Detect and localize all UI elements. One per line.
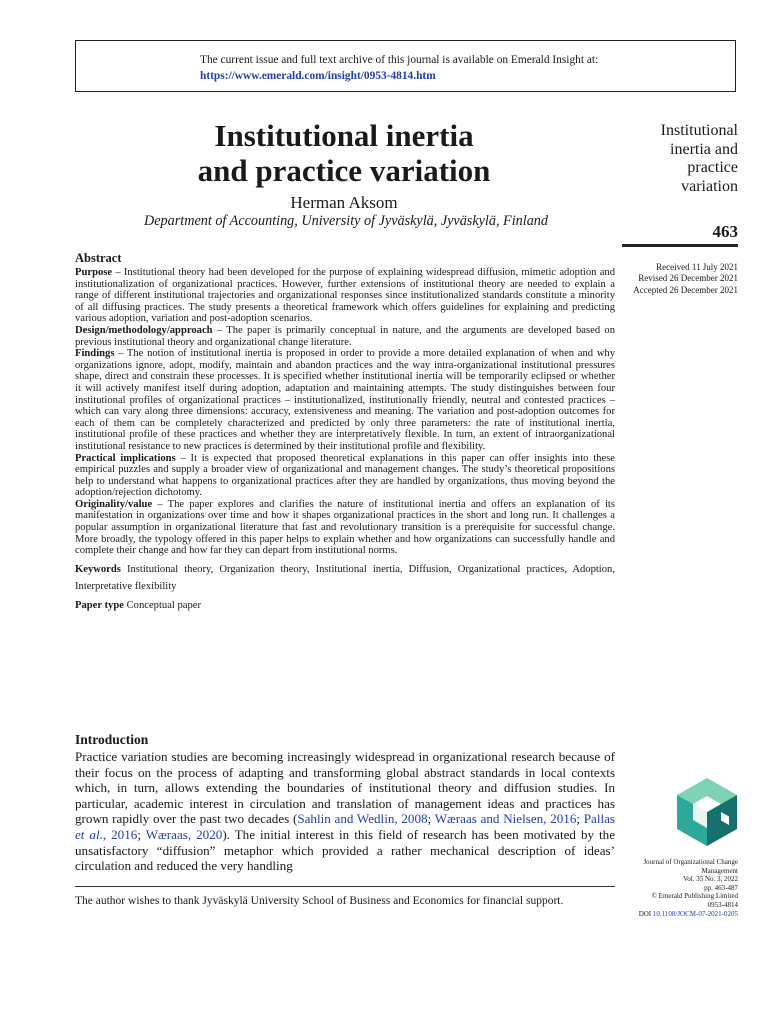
abstract-purpose <box>75 267 615 325</box>
citation-link[interactable]: Sahlin and Wedlin, 2008 <box>297 811 428 827</box>
citation-link[interactable]: Wæraas, 2020 <box>145 826 223 842</box>
keywords-text: Institutional theory, Organization theory, Institutional inertia, Diffusion, Organizational practices, Adoption, Interpretative flexibility <box>75 563 615 592</box>
section-text: – The paper is primarily conceptual in nature, and the arguments are developed based on previous institutional theory and organizational change literature. <box>75 324 615 348</box>
section-text: – Institutional theory had been developed for the purpose of explaining widespread diffusion, mimetic adoption and institutionalization of organizational practices. However, further extensions of institutional theory are needed to explain a range of different institutional trajectories and organizational responses since institutionalized standards constitute a minority of all diffusing practices. The study presents a theoretical framework which offers guidelines for explaining and predicting various adoption, variation and post-adoption scenarios. <box>75 267 615 325</box>
journal-pages: pp. 463-487 <box>704 883 738 892</box>
accepted-date: Accepted 26 December 2021 <box>633 284 738 295</box>
section-text: – The notion of institutional inertia is proposed in order to provide a more detailed explanation of when and why organizations ignore, adopt, modify, maintain and abandon practices and the way intra-organizational institutional pressures shape, direct and constrain these processes. It is specified whether institutional inertia will be temporarily eclipsed or whether it will actively manifest itself during adoption, adaptation and maintaining attempts. The study distinguishes between four institutional profiles of organizational practices – institutionalized, institutionally friendly, neutral and contested practices – which can vary along three dimensions: accuracy, extensiveness and meaning. The variation and post-adoption outcomes for each of them can be completely characterized and predicted by only three parameters: the rate of institutional inertia, institutional profile of these practices and whether they are interpretatively flexible. In turn, an extent of intraorganizational institutional resistance to new practices is determined by their institutional profile and flexibility. <box>75 348 615 452</box>
citation-etal: et al. <box>75 826 103 842</box>
journal-url-link[interactable]: https://www.emerald.com/insight/0953-4814.htm <box>200 70 436 82</box>
abstract-practical <box>75 453 615 499</box>
paper-type <box>75 597 615 614</box>
article-title <box>160 118 528 188</box>
section-text: – The paper explores and clarifies the nature of institutional inertia and offers an explanation of its manifestation in organizations over time and how it shapes organizational practices in the short and long run. It challenges a popular assumption in organizational literature that fast and revolutionary transition is a prerequisite for successful change. More broadly, the typology offered in this paper helps to explain whether and how organizations can successfully handle and complete their change and how far they can depart from institutional norms. <box>75 498 615 557</box>
journal-volume: Vol. 35 No. 3, 2022 <box>683 875 738 884</box>
running-head-line: practice <box>687 159 738 176</box>
citation-separator: ; <box>576 811 584 827</box>
side-rule-divider <box>622 244 738 247</box>
doi-link[interactable]: 10.1108/JOCM-07-2021-0205 <box>652 909 738 918</box>
abstract-originality <box>75 499 615 557</box>
title-line-2: and practice variation <box>197 153 491 188</box>
abstract-heading: Abstract <box>75 251 122 265</box>
access-notice-box <box>75 40 736 92</box>
intro-text: Practice variation studies are becoming increasingly widespread in organizational research because of their focus on the process of adapting and transforming global abstract standards in local contexts which, in turn, allows extending the boundaries of institutional theory and diffusion studies. In particular, academic interest in circulation and translation of management ideas and practices has grown rapidly over the past two decades ( <box>75 749 615 827</box>
revised-date: Revised 26 December 2021 <box>638 273 738 284</box>
journal-publisher: © Emerald Publishing Limited <box>651 892 738 901</box>
abstract-design <box>75 325 615 348</box>
introduction-heading: Introduction <box>75 732 149 747</box>
footnote-divider <box>75 886 615 887</box>
abstract-findings <box>75 348 615 452</box>
doi-label: DOI <box>638 909 652 918</box>
keywords-label: Keywords <box>75 563 121 575</box>
introduction-section <box>75 732 615 874</box>
running-head-line: variation <box>681 177 738 195</box>
title-line-1: Institutional inertia <box>214 118 474 153</box>
emerald-logo-icon <box>675 776 739 848</box>
received-date: Received 11 July 2021 <box>656 262 738 272</box>
keywords <box>75 561 615 595</box>
journal-doi <box>608 910 738 919</box>
running-head-line: inertia and <box>670 140 738 158</box>
section-label: Practical implications <box>75 452 176 464</box>
journal-name: Journal of Organizational Change Management <box>643 858 738 875</box>
article-dates <box>633 262 738 296</box>
access-notice-text: The current issue and full text archive of this journal is available on Emerald Insight at: <box>200 54 599 66</box>
citation-separator: ; <box>137 826 146 842</box>
section-text: – It is expected that proposed theoretical explanations in this paper can offer insights into these empirical puzzles and supply a broader view of organizational and management changes. The study’s theoretical propositions help to understand what happens to organizational practices after they are handled by organizations, thus moving beyond the adoption/rejection dichotomy. <box>75 452 616 499</box>
citation-link[interactable]: Wæraas and Nielsen, 2016 <box>434 811 577 827</box>
abstract <box>75 251 615 614</box>
journal-issn: 0953-4814 <box>707 900 738 909</box>
section-label: Findings <box>75 348 115 360</box>
paper-type-label: Paper type <box>75 599 124 611</box>
intro-text: ). The initial interest in this field of research has been motivated by the unsatisfactory “diffusion” metaphor which provided a rather mechanical description of ideas’ circulation and reduced the very handling <box>75 826 616 874</box>
section-label: Purpose <box>75 267 113 278</box>
page-number: 463 <box>712 222 738 241</box>
journal-info <box>608 858 738 918</box>
section-label: Originality/value <box>75 498 153 510</box>
running-head-line: Institutional <box>660 122 738 139</box>
author-name: Herman Aksom <box>290 193 398 212</box>
introduction-paragraph <box>75 749 615 874</box>
author-affiliation: Department of Accounting, University of Jyväskylä, Jyväskylä, Finland <box>144 213 548 229</box>
citation-author: Pallas <box>583 811 616 827</box>
acknowledgement-footnote: The author wishes to thank Jyväskylä University School of Business and Economics for financial support. <box>75 895 564 907</box>
running-head <box>598 122 738 196</box>
section-label: Design/methodology/approach <box>75 324 213 336</box>
paper-type-text: Conceptual paper <box>123 599 202 611</box>
citation-year: , 2016 <box>102 826 138 842</box>
citation-separator: ; <box>427 811 435 827</box>
